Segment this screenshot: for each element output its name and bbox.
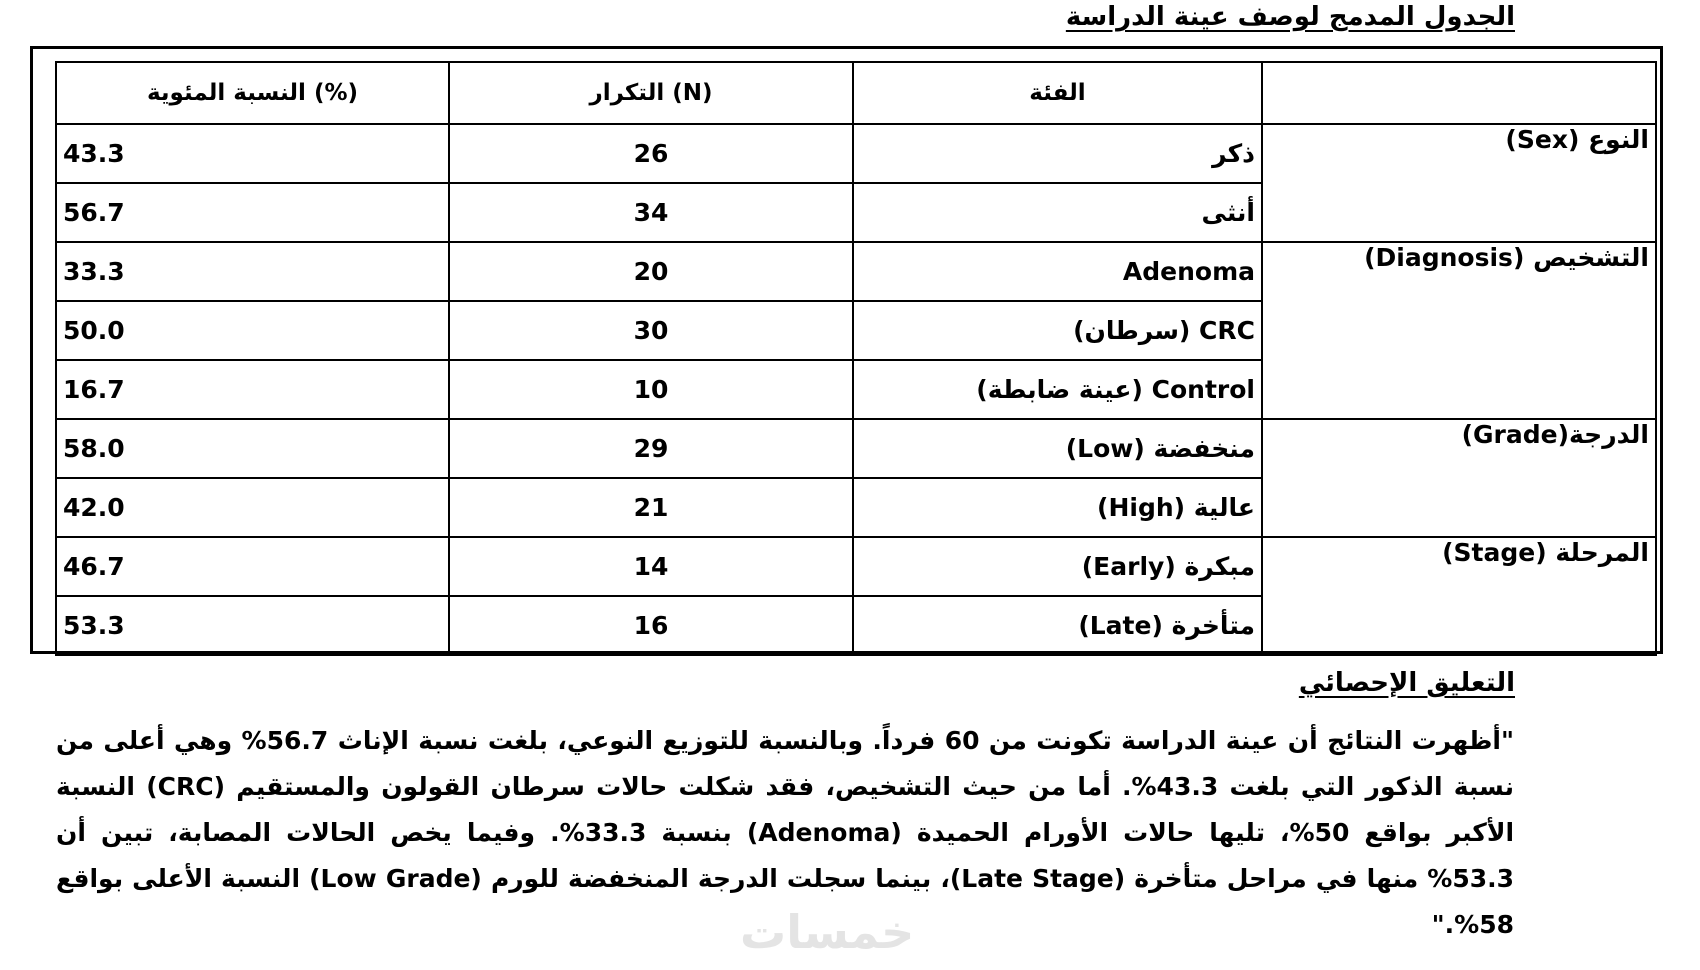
cell-percent: 16.7: [56, 360, 449, 419]
table-row: [56, 124, 1656, 183]
cell-category: مبكرة (Early): [853, 537, 1262, 596]
cell-percent: 56.7: [56, 183, 449, 242]
cell-count: 26: [449, 124, 853, 183]
cell-percent: 42.0: [56, 478, 449, 537]
cell-category: متأخرة (Late): [853, 596, 1262, 655]
table-row: [56, 419, 1656, 478]
header-category: الفئة: [853, 62, 1262, 124]
sample-description-table: [55, 61, 1657, 656]
table-row: [56, 537, 1656, 596]
cell-category: عالية (High): [853, 478, 1262, 537]
cell-category: Adenoma: [853, 242, 1262, 301]
cell-category: ذكر: [853, 124, 1262, 183]
cell-percent: 58.0: [56, 419, 449, 478]
table-header-row: [56, 62, 1656, 124]
cell-category: أنثى: [853, 183, 1262, 242]
cell-count: 16: [449, 596, 853, 655]
group-grade: الدرجة(Grade): [1262, 419, 1656, 537]
cell-category: منخفضة (Low): [853, 419, 1262, 478]
cell-percent: 50.0: [56, 301, 449, 360]
statistical-commentary: "أظهرت النتائج أن عينة الدراسة تكونت من 60 فرداً. وبالنسبة للتوزيع النوعي، بلغت نسبة الإناث 56.7% وهي أعلى من نسبة الذكور التي بلغت 43.3%. أما من حيث التشخيص، فقد شكلت حالات سرطان القولون والمستقيم (CRC) النسبة الأكبر بواقع 50%، تليها حالات الأورام الحميدة (Adenoma) بنسبة 33.3%. وفيما يخص الحالات المصابة، تبين أن 53.3% منها في مراحل متأخرة (Late Stage)، بينما سجلت الدرجة المنخفضة للورم (Low Grade) النسبة الأعلى بواقع 58%.": [56, 726, 1515, 939]
cell-percent: 33.3: [56, 242, 449, 301]
cell-count: 29: [449, 419, 853, 478]
cell-percent: 43.3: [56, 124, 449, 183]
table-title: الجدول المدمج لوصف عينة الدراسة: [1065, 2, 1515, 32]
cell-percent: 53.3: [56, 596, 449, 655]
cell-category: Control (عينة ضابطة): [853, 360, 1262, 419]
cell-count: 10: [449, 360, 853, 419]
cell-category: CRC (سرطان): [853, 301, 1262, 360]
cell-count: 34: [449, 183, 853, 242]
header-group: [1262, 62, 1656, 124]
cell-count: 20: [449, 242, 853, 301]
cell-count: 21: [449, 478, 853, 537]
cell-count: 30: [449, 301, 853, 360]
group-sex: النوع (Sex): [1262, 124, 1656, 242]
table-row: [56, 242, 1656, 301]
header-percent: النسبة المئوية (%): [56, 62, 449, 124]
cell-percent: 46.7: [56, 537, 449, 596]
watermark-logo: خمسات: [740, 905, 915, 959]
group-stage: المرحلة (Stage): [1262, 537, 1656, 655]
cell-count: 14: [449, 537, 853, 596]
group-diagnosis: التشخيص (Diagnosis): [1262, 242, 1656, 419]
section-title: التعليق الإحصائي: [1298, 668, 1515, 698]
header-count: التكرار (N): [449, 62, 853, 124]
